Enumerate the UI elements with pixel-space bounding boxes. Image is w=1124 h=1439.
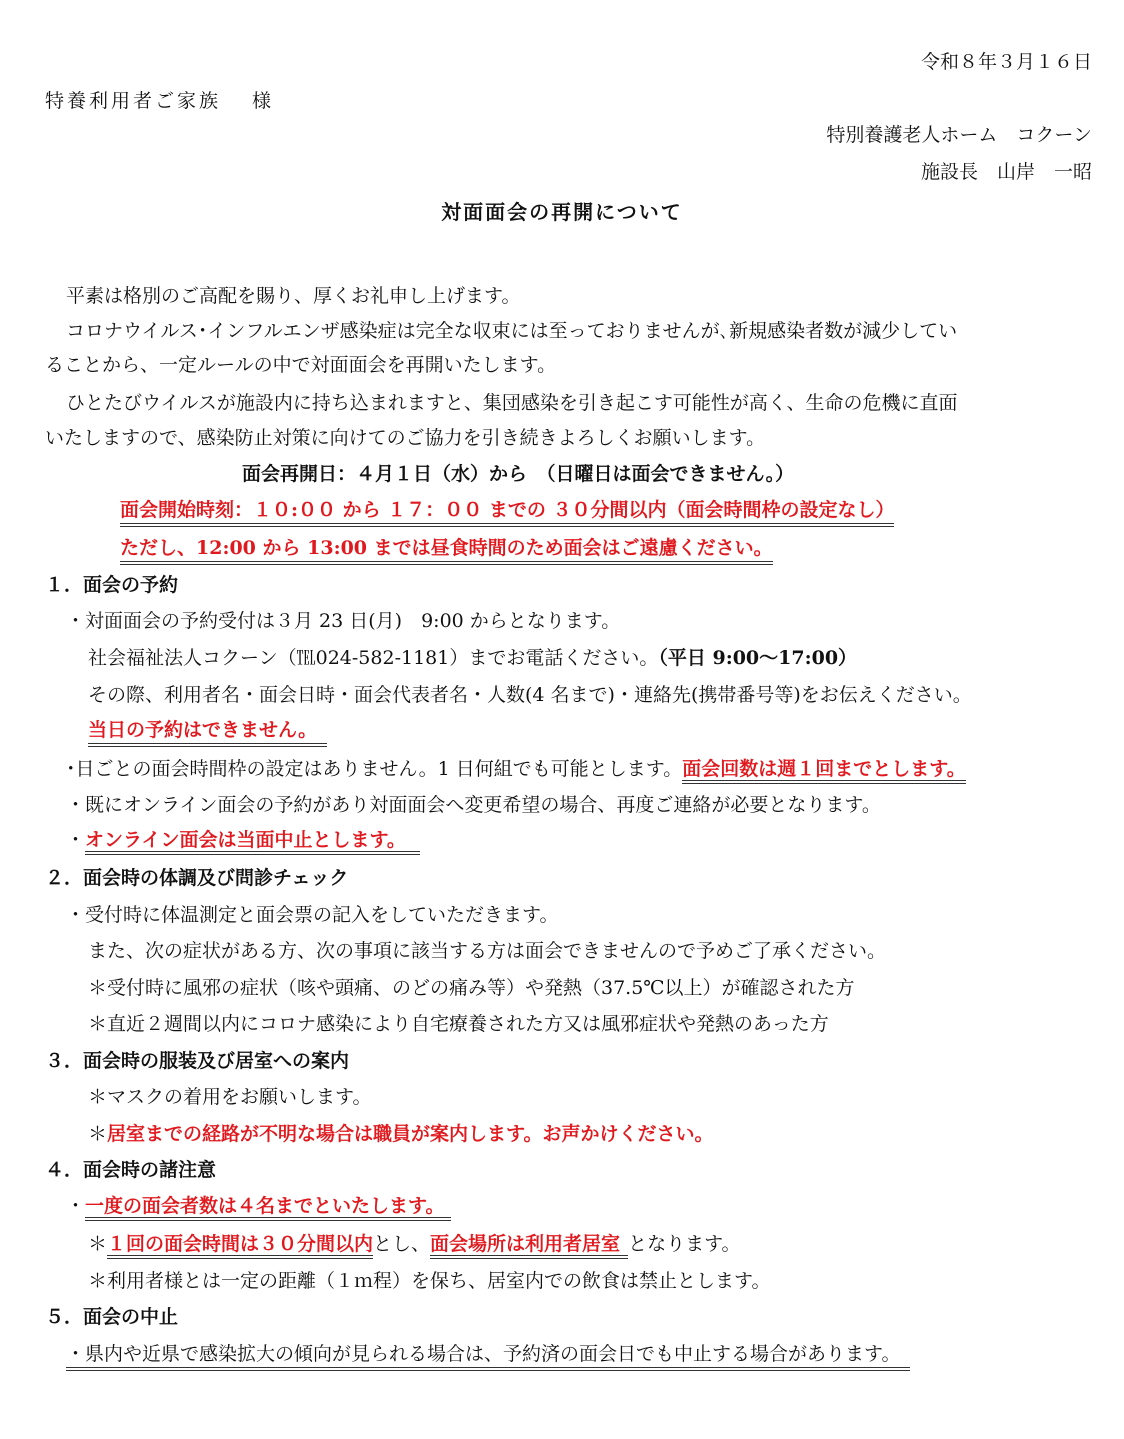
section-4-heading: ４．面会時の諸注意 bbox=[45, 1159, 217, 1181]
intro-line-2: コロナウイルス･インフルエンザ感染症は完全な収束には至っておりませんが､新規感染者数が減少してい bbox=[66, 320, 958, 342]
section-1-item-2 bbox=[66, 756, 966, 782]
intro-line-3: ることから、一定ルールの中で対面面会を再開いたします。 bbox=[45, 354, 557, 376]
section-2-item-1: ・受付時に体温測定と面会票の記入をしていただきます。 bbox=[66, 904, 559, 926]
intro-line-5: いたしますので、感染防止対策に向けてのご協力を引き続きよろしくお願いします。 bbox=[45, 427, 766, 449]
section-5-item-1: ・県内や近県で感染拡大の傾向が見られる場合は、予約済の面会日でも中止する場合があります。 bbox=[66, 1341, 910, 1371]
time-slot-note: ･日ごとの面会時間枠の設定はありません。1 日何組でも可能とします。 bbox=[66, 758, 683, 780]
connector-text: とし、 bbox=[373, 1233, 431, 1255]
intro-line-4: ひとたびウイルスが施設内に持ち込まれますと、集団感染を引き起こす可能性が高く、生命の危機に直面 bbox=[66, 392, 958, 414]
visiting-hours: 面会開始時刻：１０:００ から １７：００ までの ３０分間以内（面会時間枠の設定なし） bbox=[120, 497, 894, 527]
section-1-item-1: ・対面面会の予約受付は３月 23 日(月) 9:00 からとなります。 bbox=[66, 610, 621, 632]
contact-phone: 社会福祉法人コクーン（℡024-582-1181）までお電話ください。 bbox=[88, 647, 659, 669]
section-4-item-1 bbox=[66, 1193, 451, 1219]
section-1-contact bbox=[88, 645, 857, 671]
online-suspended: オンライン面会は当面中止とします。 bbox=[85, 829, 420, 855]
contact-hours: （平日 9:00〜17:00） bbox=[658, 647, 858, 669]
section-5-heading: ５．面会の中止 bbox=[45, 1306, 179, 1328]
section-3-item-2 bbox=[88, 1121, 714, 1147]
section-3-heading: ３．面会時の服装及び居室への案内 bbox=[45, 1050, 350, 1072]
director-name: 施設長 山岸 一昭 bbox=[920, 161, 1092, 183]
section-3-item-1: ＊マスクの着用をお願いします。 bbox=[88, 1086, 372, 1108]
lunch-notice: ただし、12:00 から 13:00 までは昼食時間のため面会はご遠慮ください。 bbox=[120, 535, 773, 565]
closing-text: となります。 bbox=[628, 1233, 741, 1255]
same-day-notice: 当日の予約はできません。 bbox=[88, 717, 327, 747]
recipient: 特養利用者ご家族 様 bbox=[45, 90, 275, 112]
visit-duration: １回の面会時間は３０分間以内 bbox=[107, 1233, 373, 1259]
restart-date: 面会再開日：４月１日（水）から （日曜日は面会できません。） bbox=[242, 463, 795, 485]
bullet: ・ bbox=[66, 829, 86, 851]
guidance-notice: 居室までの経路が不明な場合は職員が案内します。お声かけください。 bbox=[107, 1123, 714, 1145]
section-1-info-required: その際、利用者名・面会日時・面会代表者名・人数(4 名まで)・連絡先(携帯番号等)をお伝えください。 bbox=[88, 684, 972, 706]
intro-line-1: 平素は格別のご高配を賜り、厚くお礼申し上げます。 bbox=[66, 285, 521, 307]
section-2-item-4: ＊直近２週間以内にコロナ感染により自宅療養された方又は風邪症状や発熱のあった方 bbox=[88, 1013, 829, 1035]
asterisk: ＊ bbox=[88, 1123, 108, 1145]
section-1-heading: １．面会の予約 bbox=[45, 574, 179, 596]
bullet: ・ bbox=[66, 1195, 86, 1217]
section-4-item-3: ＊利用者様とは一定の距離（１ｍ程）を保ち、居室内での飲食は禁止とします。 bbox=[88, 1270, 771, 1292]
section-4-item-2 bbox=[88, 1231, 741, 1257]
document-date: 令和８年３月１６日 bbox=[920, 51, 1092, 73]
facility-name: 特別養護老人ホーム コクーン bbox=[826, 124, 1092, 146]
weekly-limit: 面会回数は週１回までとします。 bbox=[682, 758, 965, 784]
section-2-heading: ２．面会時の体調及び問診チェック bbox=[45, 867, 349, 889]
section-1-item-4 bbox=[66, 827, 420, 853]
visitor-limit: 一度の面会者数は４名までといたします。 bbox=[85, 1195, 450, 1221]
document-title: 対面面会の再開について bbox=[441, 200, 683, 224]
section-1-item-3: ・既にオンライン面会の予約があり対面面会へ変更希望の場合、再度ご連絡が必要となります。 bbox=[66, 794, 881, 816]
visit-location: 面会場所は利用者居室 bbox=[430, 1233, 628, 1259]
section-2-item-2: また、次の症状がある方、次の事項に該当する方は面会できませんので予めご了承ください。 bbox=[88, 940, 887, 962]
section-2-item-3: ＊受付時に風邪の症状（咳や頭痛、のどの痛み等）や発熱（37.5℃以上）が確認された方 bbox=[88, 977, 855, 999]
asterisk: ＊ bbox=[88, 1233, 108, 1255]
